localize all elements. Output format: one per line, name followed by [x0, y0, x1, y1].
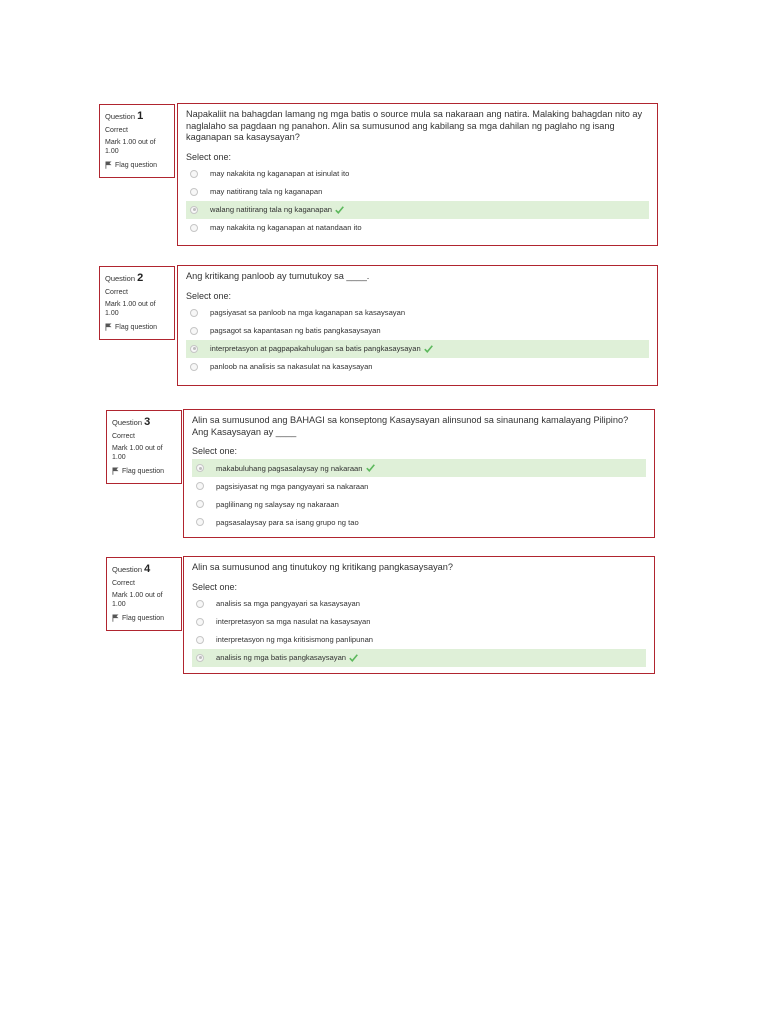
radio-button[interactable]	[196, 636, 204, 644]
answer-option[interactable]: pagsisiyasat ng mga pangyayari sa nakaraan	[192, 477, 646, 495]
select-one-prompt: Select one:	[192, 581, 238, 592]
select-one-prompt: Select one:	[186, 290, 232, 301]
question-number: Question 4	[112, 563, 151, 575]
answer-option[interactable]: interpretasyon ng mga kritisismong panlipunan	[192, 631, 646, 649]
answer-option[interactable]: pagsagot sa kapantasan ng batis pangkasaysayan	[186, 322, 649, 340]
question-mark: Mark 1.00 out of 1.00	[105, 139, 156, 156]
radio-button[interactable]	[190, 327, 198, 335]
answer-option-selected[interactable]: analisis ng mga batis pangkasaysayan	[192, 649, 646, 667]
question-text: Alin sa sumusunod ang tinutukoy ng kritikang pangkasaysayan?	[192, 562, 453, 572]
checkmark-icon	[424, 345, 433, 353]
question-text: Alin sa sumusunod ang BAHAGI sa konseptong Kasaysayan alinsunod sa sinaunang kamalayang Pilipino? Ang Kasaysayan ay ____	[192, 415, 629, 437]
answer-option[interactable]: pagsiyasat sa panloob na mga kaganapan sa kasaysayan	[186, 304, 649, 322]
flag-question-button[interactable]: Flag question	[105, 323, 169, 332]
select-one-prompt: Select one:	[186, 151, 232, 162]
answer-option[interactable]: panloob na analisis sa nakasulat na kasaysayan	[186, 358, 649, 376]
answer-option[interactable]: interpretasyon sa mga nasulat na kasaysayan	[192, 613, 646, 631]
question-text: Napakaliit na bahagdan lamang ng mga batis o source mula sa nakaraan ang natira. Malaking bahagdan nito ay naglalaho sa pagdaan ng panahon. Alin sa sumusunod ang kabilang sa mga dahilan ng paglaho ng isang kaganapan sa kasaysayan?	[186, 109, 643, 142]
question-state: Correct	[112, 433, 135, 441]
radio-button[interactable]	[190, 224, 198, 232]
question-content	[183, 556, 655, 674]
question-info	[106, 557, 182, 631]
radio-button[interactable]	[190, 188, 198, 196]
question-number: Question 3	[112, 416, 151, 428]
radio-button-selected[interactable]	[196, 464, 204, 472]
radio-button[interactable]	[196, 618, 204, 626]
answer-option[interactable]: may natitirang tala ng kaganapan	[186, 183, 649, 201]
question-state: Correct	[112, 580, 135, 588]
question-state: Correct	[105, 127, 128, 135]
radio-button[interactable]	[196, 500, 204, 508]
answer-option[interactable]: may nakakita ng kaganapan at isinulat ito	[186, 165, 649, 183]
question-content	[177, 265, 658, 386]
question-mark: Mark 1.00 out of 1.00	[105, 301, 156, 318]
question-state: Correct	[105, 289, 128, 297]
checkmark-icon	[366, 464, 375, 472]
radio-button-selected[interactable]	[196, 654, 204, 662]
radio-button[interactable]	[190, 309, 198, 317]
answer-options	[192, 459, 646, 531]
question-mark: Mark 1.00 out of 1.00	[112, 445, 163, 462]
flag-icon	[105, 323, 112, 331]
answer-option[interactable]: analisis sa mga pangyayari sa kasaysayan	[192, 595, 646, 613]
question-info	[99, 104, 175, 178]
flag-icon	[112, 467, 119, 475]
flag-question-button[interactable]: Flag question	[105, 161, 169, 170]
flag-question-button[interactable]: Flag question	[112, 467, 176, 476]
answer-options	[186, 165, 649, 237]
flag-question-button[interactable]: Flag question	[112, 614, 176, 623]
question-text: Ang kritikang panloob ay tumutukoy sa ____.	[186, 271, 370, 281]
radio-button[interactable]	[196, 518, 204, 526]
radio-button-selected[interactable]	[190, 345, 198, 353]
answer-option-selected[interactable]: interpretasyon at pagpapakahulugan sa batis pangkasaysayan	[186, 340, 649, 358]
checkmark-icon	[349, 654, 358, 662]
question-content	[177, 103, 658, 246]
question-info	[99, 266, 175, 340]
answer-option-selected[interactable]: walang natitirang tala ng kaganapan	[186, 201, 649, 219]
radio-button[interactable]	[196, 482, 204, 490]
question-info	[106, 410, 182, 484]
question-content	[183, 409, 655, 538]
radio-button[interactable]	[196, 600, 204, 608]
answer-option[interactable]: pagsasalaysay para sa isang grupo ng tao	[192, 513, 646, 531]
radio-button-selected[interactable]	[190, 206, 198, 214]
question-number: Question 2	[105, 272, 144, 284]
select-one-prompt: Select one:	[192, 446, 238, 456]
radio-button[interactable]	[190, 170, 198, 178]
question-number: Question 1	[105, 110, 144, 122]
flag-icon	[105, 161, 112, 169]
answer-option[interactable]: paglilinang ng salaysay ng nakaraan	[192, 495, 646, 513]
answer-option-selected[interactable]: makabuluhang pagsasalaysay ng nakaraan	[192, 459, 646, 477]
answer-option[interactable]: may nakakita ng kaganapan at natandaan ito	[186, 219, 649, 237]
radio-button[interactable]	[190, 363, 198, 371]
question-mark: Mark 1.00 out of 1.00	[112, 592, 163, 609]
answer-options	[192, 595, 646, 667]
checkmark-icon	[335, 206, 344, 214]
answer-options	[186, 304, 649, 376]
flag-icon	[112, 614, 119, 622]
